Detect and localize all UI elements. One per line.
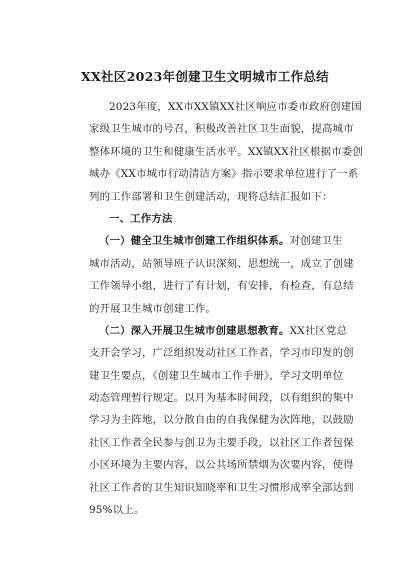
subsection-lead: （一）健全卫生城市创建工作组织体系。	[99, 235, 290, 248]
paragraph-text: XX社区党总	[289, 324, 348, 337]
paragraph-line: 支开会学习，广泛组织发动社区工作者，学习市印发的创	[89, 347, 354, 360]
paragraph-line	[89, 230, 349, 252]
paragraph-line: 小区环境为主要内容，以公共场所禁烟为次要内容，使得	[89, 459, 354, 472]
subsection-lead: （二）深入开展卫生城市创建思想教育。	[99, 324, 290, 337]
paragraph-line: 建卫生要点，《创建卫生城市工作手册》，学习文明单位	[89, 369, 344, 382]
paragraph-line: 2023年度，XX市XX镇XX社区响应市委市政府创建国	[109, 101, 362, 113]
paragraph-line: 动态管理暂行规定。以月为基本时间段，以有组织的集中	[89, 392, 354, 405]
document-title: XX社区2023年创建卫生文明城市工作总结	[81, 69, 329, 84]
paragraph-line: 城市活动，站领导班子认识深刻、思想统一，成立了创建	[89, 257, 354, 270]
paragraph-line: 社区工作者的卫生知识知晓率和卫生习惯形成率全部达到	[89, 481, 354, 494]
paragraph-line	[89, 320, 349, 342]
paragraph-text: 对创建卫生	[289, 235, 343, 248]
paragraph-line: 95%以上。	[89, 504, 145, 517]
paragraph-line: 工作领导小组，进行了有计划，有安排，有检查，有总结	[89, 280, 354, 293]
paragraph-line: 城办《XX市城市行动清洁方案》指示要求单位进行了一系	[89, 168, 359, 181]
paragraph-line: 家级卫生城市的号召，积极改善社区卫生面貌，提高城市	[89, 123, 354, 136]
paragraph-line: 社区工作者全民参与创卫为主要手段，以社区工作者包保	[89, 436, 354, 449]
section-heading: 一、工作方法	[109, 212, 173, 225]
paragraph-line: 列的工作部署和卫生创建活动，现将总结汇报如下：	[89, 190, 333, 203]
document-body	[89, 96, 363, 521]
paragraph-line: 学习为主阵地，以分散自由的自我保健为次阵地，以鼓励	[89, 414, 354, 427]
paragraph-line: 整体环境的卫生和健康生活水平。XX镇XX社区根据市委创	[89, 145, 363, 158]
paragraph-line: 的开展卫生城市创建工作。	[89, 302, 217, 315]
